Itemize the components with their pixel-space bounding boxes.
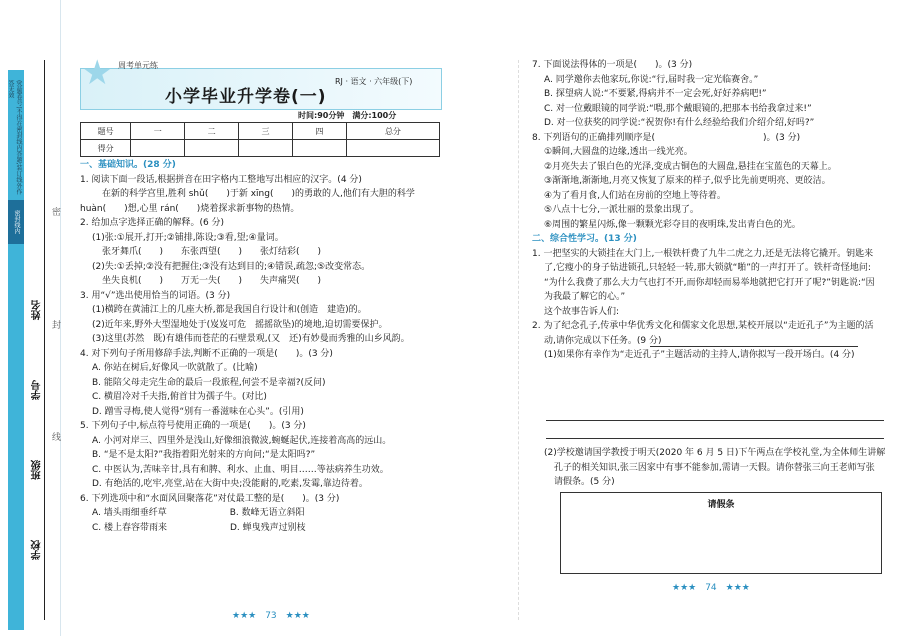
cut-mi: 密 (52, 208, 62, 218)
question-line: 3. 用“√”选出使用恰当的词语。(3 分) (80, 290, 231, 301)
seal-line (44, 60, 45, 620)
score-cell: 得分 (81, 140, 131, 157)
question-line: “为什么我费了那么大力气也打不开,而你却轻而易举地就把它打开了呢?”钥匙说:“因 (544, 277, 875, 288)
number-label: 学号 (32, 380, 43, 400)
time-score-info: 时间:90分钟 满分:100分 (298, 111, 397, 120)
strip-notes: (答题卷号)不得在密封线内答题;装订线外作答无效 (7, 80, 22, 195)
question-line: C. 中医认为,苦味辛甘,具有和脾、利水、止血、明目……等祛病养生功效。 (92, 464, 389, 475)
answer-line[interactable] (546, 438, 884, 439)
question-line: 1. 阅读下面一段话,根据拼音在田字格内工整地写出相应的汉字。(4 分) (80, 174, 362, 185)
question-line: ①瞬间,大圆盘的边缘,透出一线光亮。 (544, 147, 693, 157)
score-cell: 题号 (81, 123, 131, 140)
question-line: 5. 下列句子中,标点符号使用正确的一项是( )。(3 分) (80, 421, 306, 431)
question-line: 了,它瘦小的身子钻进锁孔,只轻轻一转,那大锁就“啪”的一声打开了。铁杆奇怪地问: (544, 263, 871, 273)
question-line: D. 有绝活的,吃牢,亮堂,站在大街中央;没能耐的,吃素,发霉,靠边待着。 (92, 479, 368, 489)
score-cell: 二 (185, 123, 239, 140)
question-line: D. 蹭雪寻梅,使人觉得“别有一番滋味在心头”。(引用) (92, 406, 304, 417)
page-number-right: ★★★ 74 ★★★ (672, 583, 750, 593)
question-line: B. 能陪父母走完生命的最后一段旅程,何尝不是幸福?(反问) (92, 377, 326, 388)
question-line: 请假条。(5 分) (554, 477, 615, 487)
question-line: 7. 下面说法得体的一项是( )。(3 分) (532, 60, 693, 70)
question-line: (3)这里(苏然 既)有雄伟而苍茫的石壁景观,(又 还)有妙曼而秀雅的山乡风韵。 (92, 334, 410, 344)
page-title: 小学毕业升学卷(一) (165, 87, 327, 107)
school-label: 学校 (32, 540, 43, 560)
question-line: 坐失良机( ) 万无一失( ) 失声痛哭( ) (102, 276, 322, 286)
score-cell: 四 (292, 123, 346, 140)
question-line: A. 小河对岸三、四里外是浅山,好像细浪微波,蜿蜒起伏,连接着高高的远山。 (92, 435, 392, 446)
question-line: 张牙舞爪( ) 东张西望( ) 张灯结彩( ) (102, 247, 322, 257)
score-table-row (81, 123, 440, 140)
question-line: A. 同学邀你去他家玩,你说:“行,届时我一定光临赛舍。” (544, 74, 759, 85)
score-input-cell[interactable] (239, 140, 293, 157)
score-cell: 三 (239, 123, 293, 140)
leave-note-box[interactable] (560, 492, 882, 574)
score-input-cell[interactable] (131, 140, 185, 157)
leave-note-title: 请假条 (707, 500, 735, 510)
question-line: 为我最了解它的心。” (544, 292, 626, 302)
question-line: 2. 给加点字选择正确的解释。(6 分) (80, 218, 225, 228)
cut-xian: 线 (52, 433, 62, 443)
question-line: ⑤八点十七分,一派壮丽的景象出现了。 (544, 205, 699, 215)
question-line: huàn( )想,心里 rán( )烧着探求新事物的热情。 (80, 203, 300, 214)
name-label: 姓名 (32, 300, 43, 320)
right-questions (532, 58, 892, 363)
question-line: C. 对一位戴眼镜的同学说:“喂,那个戴眼镜的,把那本书给我拿过来!” (544, 103, 812, 114)
question-line: 孔子的相关知识,张三因家中有事不能参加,需请一天假。请你替张三向王老师写张 (554, 462, 875, 473)
question-line: ⑥周围的繁星闪烁,像一颗颗光彩夺目的夜明珠,发出青白色的光。 (544, 219, 801, 230)
strip-tag: 密封线内 (8, 200, 24, 244)
question-line: (2)近年来,野外大型湿地处于(岌岌可危 摇摇欲坠)的境地,迫切需要保护。 (92, 319, 388, 330)
answer-line[interactable] (650, 346, 858, 347)
question-line: 在新的科学宫里,胜利 shǔ( )于新 xīng( )的勇敢的人,他们有大胆的科学 (102, 189, 415, 199)
score-cell: 总分 (346, 123, 439, 140)
question-line: D. 对一位获奖的同学说:“祝贺你!有什么经验给我们介绍介绍,好吗?” (544, 118, 815, 128)
left-questions (80, 158, 510, 535)
question-line: ④为了看月食,人们站在房前的空地上等待着。 (544, 190, 726, 201)
question-line: B. 探望病人说:“不要紧,得病并不一定会死,好好养病吧!” (544, 89, 767, 99)
right-questions-2 (532, 446, 892, 490)
question-line: 8. 下列语句的正确排列顺序是( )。(3 分) (532, 132, 801, 143)
tagline: 周考单元练 (118, 61, 158, 70)
score-table (80, 122, 440, 157)
class-label: 班级 (32, 460, 43, 480)
question-line: C. 楼上春容带雨来 D. 蝉曳残声过别枝 (92, 522, 306, 533)
question-line: ③渐渐地,渐渐地,月亮又恢复了原来的样子,似乎比先前更明亮、更皎洁。 (544, 176, 831, 186)
score-input-cell[interactable] (346, 140, 439, 157)
answer-line[interactable] (546, 420, 884, 421)
score-input-cell[interactable] (185, 140, 239, 157)
score-table-row (81, 140, 440, 157)
question-line: 动,请你完成以下任务。(9 分) (544, 335, 662, 346)
score-cell: 一 (131, 123, 185, 140)
question-line: 这个故事告诉人们: (544, 306, 620, 317)
question-line: 2. 为了纪念孔子,传承中华优秀文化和儒家文化思想,某校开展以“走近孔子”为主题的活 (532, 321, 874, 331)
subject-info: RJ · 语文 · 六年级(下) (335, 77, 413, 86)
question-line: 1. 一把坚实的大锁挂在大门上,一根铁杆费了九牛二虎之力,还是无法将它撬开。钥匙来 (532, 248, 874, 259)
question-line: (1)如果你有幸作为“走近孔子”主题活动的主持人,请你拟写一段开场白。(4 分) (544, 350, 855, 360)
star-icon: ★ (82, 53, 113, 93)
page-number-left: ★★★ 73 ★★★ (232, 611, 310, 621)
question-line: 二、综合性学习。(13 分) (532, 234, 637, 244)
question-line: C. 横眉冷对千夫指,俯首甘为孺子牛。(对比) (92, 392, 267, 402)
question-line: A. 你站在树后,好像风一吹就散了。(比喻) (92, 363, 258, 373)
question-line: (2)失:①丢掉;②没有把握住;③没有达到目的;④错误,疏忽;⑤改变常态。 (92, 261, 371, 272)
question-line: A. 墙头雨细垂纤草 B. 数峰无语立斜阳 (92, 508, 305, 518)
question-line: 4. 对下列句子所用修辞手法,判断不正确的一项是( )。(3 分) (80, 348, 333, 359)
question-line: ②月亮失去了银白色的光泽,变成古铜色的大圆盘,悬挂在宝蓝色的天幕上。 (544, 161, 837, 172)
question-line: B. “是不是太阳?”我指着阳光射来的方向问;“是太阳吗?” (92, 450, 316, 460)
question-line: (1)张:①展开,打开;②铺排,陈设;③看,望;④量词。 (92, 232, 284, 243)
question-line: 一、基础知识。(28 分) (80, 160, 176, 170)
question-line: (2)学校邀请国学教授于明天(2020 年 6 月 5 日)下午两点在学校礼堂,为全体师生讲解 (544, 448, 886, 458)
question-line: 6. 下列选项中和“水面风回聚落花”对仗最工整的是( )。(3 分) (80, 493, 340, 504)
question-line: (1)横跨在黄浦江上的几座大桥,都是我国自行设计和(创造 建造)的。 (92, 305, 367, 315)
cut-feng: 封 (52, 321, 62, 331)
page-divider (518, 60, 519, 620)
score-input-cell[interactable] (292, 140, 346, 157)
